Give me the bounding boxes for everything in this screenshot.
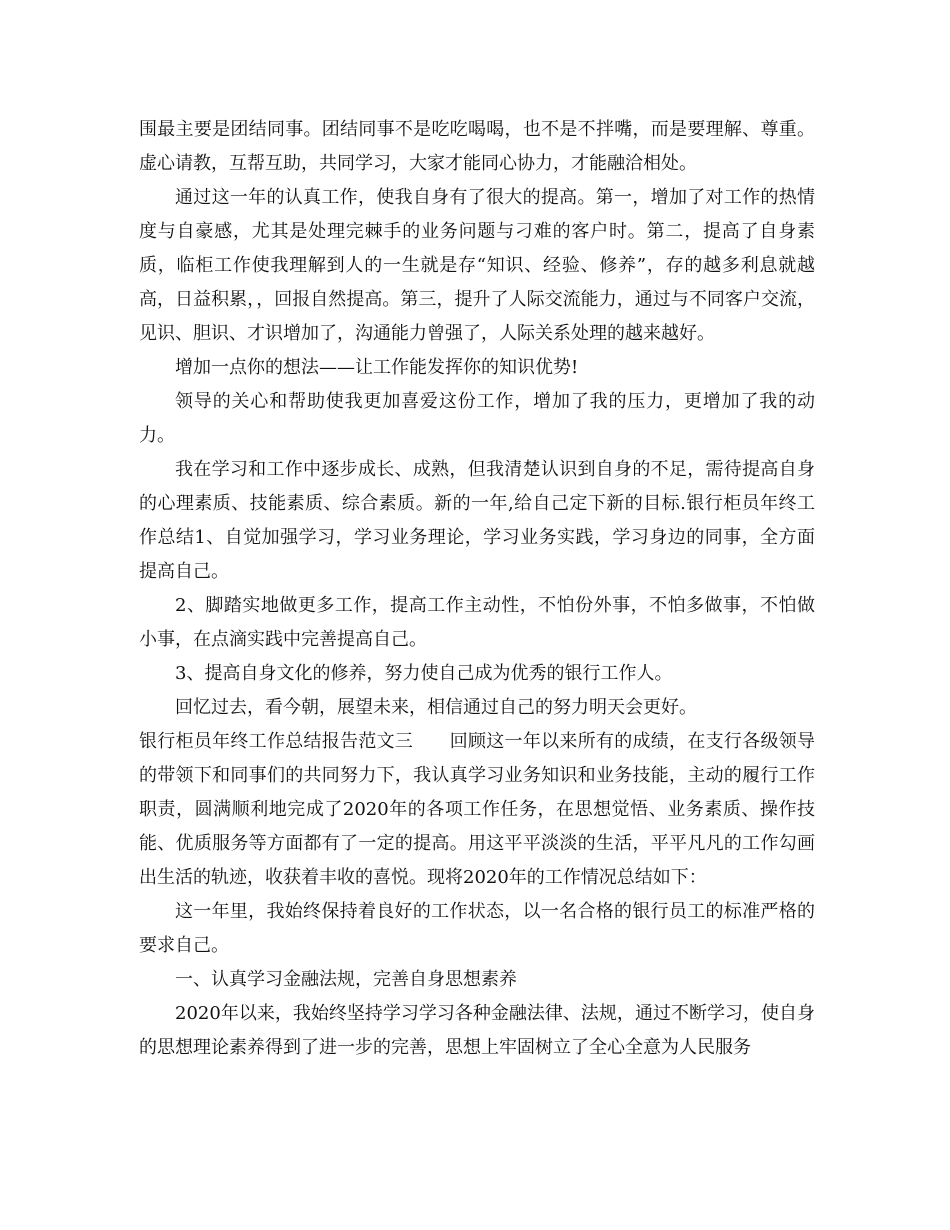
document-page [139,113,815,1065]
paragraph: 2020年以来，我始终坚持学习学习各种金融法律、法规，通过不断学习，使自身的思想理论素养得到了进一步的完善，思想上牢固树立了全心全意为人民服务 [139,1003,815,1058]
paragraph: 我在学习和工作中逐步成长、成熟，但我清楚认识到自身的不足，需待提高自身的心理素质、技能素质、综合素质。新的一年,给自己定下新的目标.银行柜员年终工作总结1、自觉加强学习，学习业务理论，学习业务实践，学习身边的同事，全方面提高自己。 [139,459,815,582]
paragraph: 领导的关心和帮助使我更加喜爱这份工作，增加了我的压力，更增加了我的动力。 [139,391,815,446]
paragraph: 增加一点你的想法——让工作能发挥你的知识优势! [175,357,579,378]
paragraph: 2、脚踏实地做更多工作，提高工作主动性，不怕份外事，不怕多做事，不怕做小事，在点滴实践中完善提高自己。 [139,595,815,650]
paragraph: 银行柜员年终工作总结报告范文三 回顾这一年以来所有的成绩，在支行各级领导的带领下和同事们的共同努力下，我认真学习业务知识和业务技能，主动的履行工作职责，圆满顺利地完成了2020年的各项工作任务，在思想觉悟、业务素质、操作技能、优质服务等方面都有了一定的提高。用这平平淡淡的生活，平平凡凡的工作勾画出生活的轨迹，收获着丰收的喜悦。现将2020年的工作情况总结如下： [139,731,815,888]
paragraph: 通过这一年的认真工作，使我自身有了很大的提高。第一，增加了对工作的热情度与自豪感，尤其是处理完棘手的业务问题与刁难的客户时。第二，提高了自身素质，临柜工作使我理解到人的一生就是存“知识、经验、修养”，存的越多利息就越高，日益积累，，回报自然提高。第三，提升了人际交流能力，通过与不同客户交流，见识、胆识、才识增加了，沟通能力曾强了，人际关系处理的越来越好。 [139,187,815,344]
paragraph: 回忆过去，看今朝，展望未来，相信通过自己的努力明天会更好。 [175,697,697,718]
paragraph: 围最主要是团结同事。团结同事不是吃吃喝喝，也不是不拌嘴，而是要理解、尊重。虚心请教，互帮互助，共同学习，大家才能同心协力，才能融洽相处。 [139,119,815,174]
section-heading: 一、认真学习金融法规，完善自身思想素养 [175,969,517,990]
paragraph: 这一年里，我始终保持着良好的工作状态，以一名合格的银行员工的标准严格的要求自己。 [139,901,815,956]
paragraph: 3、提高自身文化的修养，努力使自己成为优秀的银行工作人。 [175,663,673,684]
